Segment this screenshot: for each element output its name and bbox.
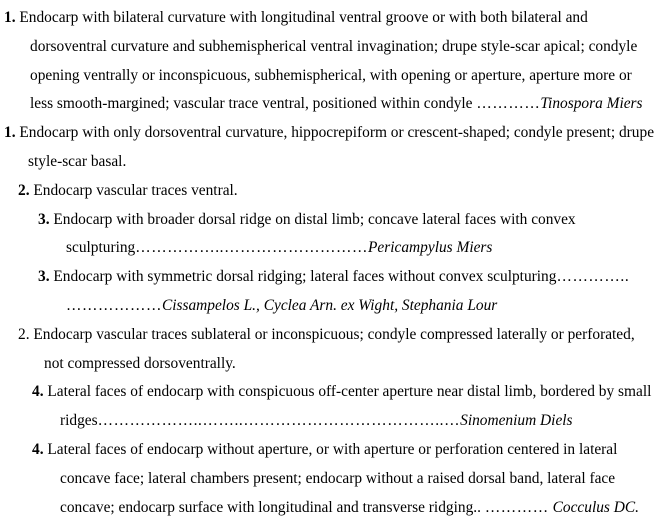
lead-text-3a: Endocarp with broader dorsal ridge on distal limb; concave lateral faces with convex sculpturing (49, 210, 576, 257)
lead-number-3b: 3. (38, 268, 50, 286)
key-lead-4b (32, 436, 657, 522)
dot-leader-3a: ……………..……………………… (135, 239, 369, 257)
lead-text-1a: Endocarp with bilateral curvature with longitudinal ventral groove or with both bilateral and dorsoventral curvature and subhemispherical ventral invagination; drupe style-scar apical; condyle opening ventrally or inconspicuous, subhemispherical, with opening or aperture, aperture more or less smooth-margined; vascular trace ventral, positioned within condyle (15, 9, 638, 113)
lead-text-1b: Endocarp with only dorsoventral curvature, hippocrepiform or crescent-shaped; condyle present; drupe style-scar basal. (15, 124, 655, 170)
lead-number-2b: 2. (18, 325, 30, 343)
key-lead-1b (4, 119, 657, 177)
lead-text-3b: Endocarp with symmetric dorsal ridging; lateral faces without convex sculpturing (49, 268, 557, 286)
lead-number-4b: 4. (32, 440, 44, 458)
taxon-name-tinospora: Tinospora Miers (540, 95, 643, 113)
taxon-name-pericampylus: Pericampylus Miers (368, 239, 493, 257)
key-lead-1a (4, 4, 657, 119)
dot-leader-1a: ………… (476, 95, 541, 113)
lead-text-2a: Endocarp vascular traces ventral. (29, 181, 238, 199)
lead-number-1b: 1. (4, 124, 16, 142)
dot-leader-4a: ………………..……..………………………………..… (97, 412, 461, 430)
lead-number-4a: 4. (32, 383, 44, 401)
key-lead-3b (38, 263, 657, 321)
taxon-name-cissampelos-group: Cissampelos L., Cyclea Arn. ex Wight, Stephania Lour (161, 296, 498, 314)
key-lead-2b (18, 321, 657, 379)
dot-leader-4b: ………… (484, 498, 549, 516)
lead-text-4b: Lateral faces of endocarp without aperture, or with aperture or perforation centered in lateral concave face; lateral chambers present; endocarp without a raised dorsal band, lateral face concave; endocarp surface with longitudinal and transverse ridging.. (43, 440, 618, 516)
taxon-name-sinomenium: Sinomenium Diels (460, 412, 573, 430)
lead-text-4a: Lateral faces of endocarp with conspicuous off-center aperture near distal limb, bordered by small ridges (43, 383, 652, 430)
taxon-name-cocculus: Cocculus DC. (548, 498, 639, 516)
lead-number-1a: 1. (4, 9, 16, 26)
lead-number-3a: 3. (38, 210, 50, 228)
lead-text-2b: Endocarp vascular traces sublateral or inconspicuous; condyle compressed laterally or perforated, not compressed dorsoventrally. (29, 325, 635, 372)
dot-leader-3b: ………….. ……………… (66, 268, 630, 314)
key-lead-4a (32, 378, 657, 436)
key-lead-3a (38, 206, 657, 264)
lead-number-2a: 2. (18, 181, 30, 199)
key-lead-2a (18, 177, 657, 206)
